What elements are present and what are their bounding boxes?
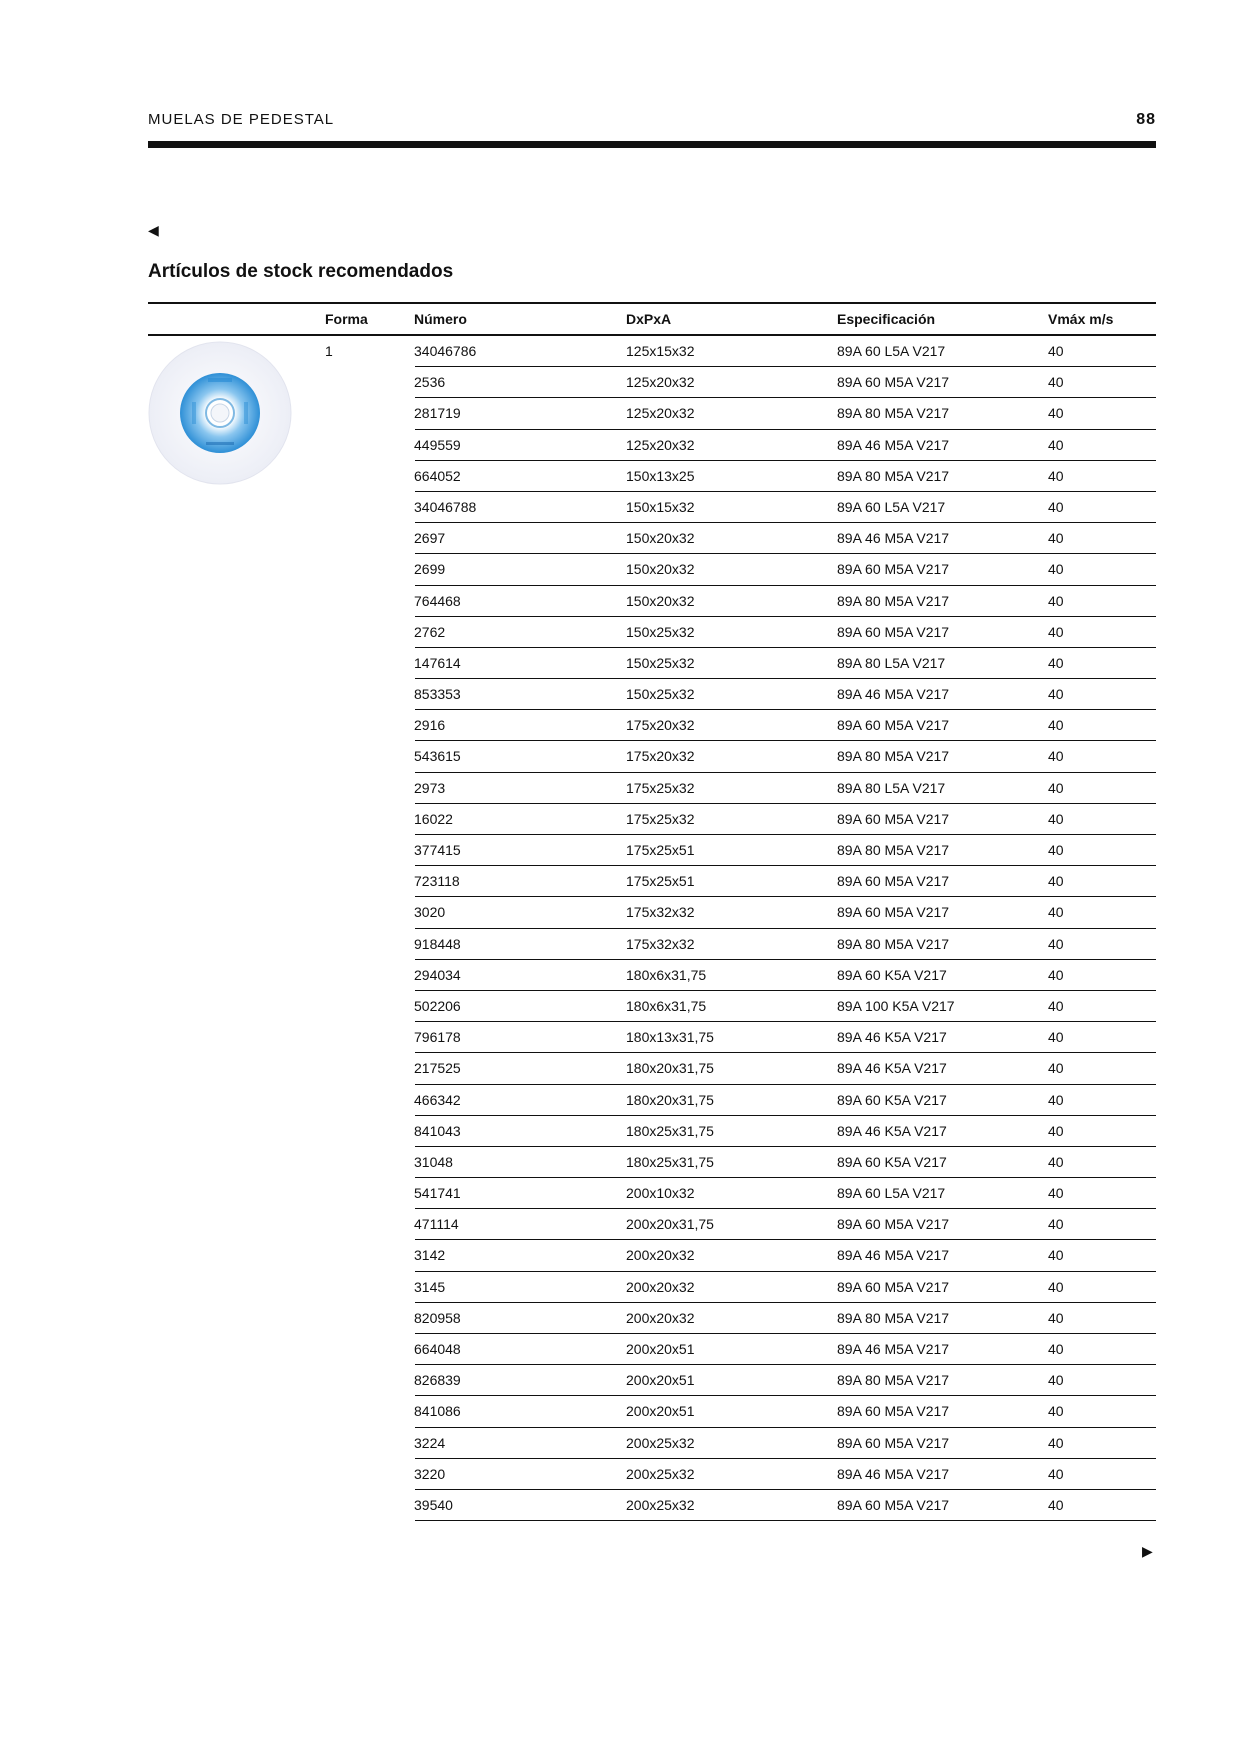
cell-vmax: 40 [1048, 779, 1064, 796]
cell-vmax: 40 [1048, 1060, 1064, 1077]
cell-vmax: 40 [1048, 1029, 1064, 1046]
cell-dxpxa: 150x20x32 [626, 561, 695, 578]
table-row [148, 929, 1156, 960]
cell-dxpxa: 200x20x31,75 [626, 1216, 714, 1233]
cell-numero: 841086 [414, 1403, 461, 1420]
cell-vmax: 40 [1048, 1403, 1064, 1420]
cell-numero: 34046788 [414, 498, 477, 515]
cell-vmax: 40 [1048, 842, 1064, 858]
cell-dxpxa: 200x20x51 [626, 1372, 695, 1389]
table-row [148, 960, 1156, 991]
prev-page-arrow-icon[interactable]: ◀ [148, 222, 159, 238]
table-row [148, 679, 1156, 710]
cell-vmax: 40 [1048, 1185, 1064, 1202]
cell-numero: 34046786 [414, 343, 477, 359]
cell-dxpxa: 200x20x32 [626, 1309, 695, 1326]
cell-vmax: 40 [1048, 1434, 1064, 1451]
column-header-forma: Forma [325, 311, 368, 327]
table-row [148, 492, 1156, 523]
cell-especificacion: 89A 60 K5A V217 [837, 1091, 947, 1108]
cell-vmax: 40 [1048, 1091, 1064, 1108]
column-header-dxpxa: DxPxA [626, 311, 672, 327]
table-row [148, 430, 1156, 461]
cell-numero: 664048 [414, 1341, 461, 1357]
table-row [148, 1490, 1156, 1521]
cell-especificacion: 89A 60 M5A V217 [837, 810, 950, 827]
cell-numero: 2916 [414, 717, 446, 734]
cell-vmax: 40 [1048, 1153, 1064, 1170]
table-row [148, 897, 1156, 928]
cell-vmax: 40 [1048, 436, 1064, 453]
cell-numero: 449559 [414, 436, 461, 453]
cell-dxpxa: 200x20x51 [626, 1341, 695, 1357]
cell-dxpxa: 150x25x32 [626, 686, 695, 703]
cell-dxpxa: 175x25x32 [626, 779, 695, 796]
cell-especificacion: 89A 46 M5A V217 [837, 1341, 950, 1357]
header-title: MUELAS DE PEDESTAL [148, 111, 335, 128]
cell-especificacion: 89A 60 M5A V217 [837, 904, 950, 921]
column-header-vmax: Vmáx m/s [1048, 311, 1114, 327]
table-row [148, 1303, 1156, 1334]
cell-vmax: 40 [1048, 1309, 1064, 1326]
cell-especificacion: 89A 80 L5A V217 [837, 654, 946, 671]
table-row [148, 1240, 1156, 1271]
cell-especificacion: 89A 60 M5A V217 [837, 561, 950, 578]
cell-especificacion: 89A 80 M5A V217 [837, 842, 950, 858]
cell-vmax: 40 [1048, 343, 1064, 359]
next-page-arrow-icon[interactable]: ▶ [1142, 1543, 1153, 1559]
cell-dxpxa: 200x20x32 [626, 1278, 695, 1295]
cell-numero: 3224 [414, 1434, 446, 1451]
cell-vmax: 40 [1048, 561, 1064, 578]
cell-vmax: 40 [1048, 997, 1064, 1014]
cell-especificacion: 89A 46 M5A V217 [837, 1247, 950, 1264]
cell-especificacion: 89A 80 M5A V217 [837, 467, 950, 484]
cell-dxpxa: 175x25x51 [626, 842, 695, 858]
cell-especificacion: 89A 60 L5A V217 [837, 343, 946, 359]
cell-vmax: 40 [1048, 873, 1064, 890]
cell-vmax: 40 [1048, 1341, 1064, 1357]
cell-numero: 377415 [414, 842, 461, 858]
cell-dxpxa: 180x25x31,75 [626, 1153, 714, 1170]
table-row [148, 367, 1156, 398]
cell-dxpxa: 180x6x31,75 [626, 966, 707, 983]
cell-especificacion: 89A 60 L5A V217 [837, 498, 946, 515]
cell-numero: 294034 [414, 966, 461, 983]
cell-vmax: 40 [1048, 1278, 1064, 1295]
table-row [148, 773, 1156, 804]
cell-vmax: 40 [1048, 686, 1064, 703]
cell-numero: 3020 [414, 904, 446, 921]
cell-dxpxa: 180x6x31,75 [626, 997, 707, 1014]
table-row [148, 336, 1156, 367]
table-row [148, 1272, 1156, 1303]
column-header-especificacion: Especificación [837, 311, 936, 327]
cell-dxpxa: 180x20x31,75 [626, 1060, 714, 1077]
cell-dxpxa: 150x25x32 [626, 654, 695, 671]
cell-especificacion: 89A 46 K5A V217 [837, 1029, 947, 1046]
cell-dxpxa: 125x20x32 [626, 374, 695, 391]
cell-especificacion: 89A 100 K5A V217 [837, 997, 955, 1014]
cell-vmax: 40 [1048, 654, 1064, 671]
cell-especificacion: 89A 60 M5A V217 [837, 374, 950, 391]
cell-vmax: 40 [1048, 904, 1064, 921]
cell-especificacion: 89A 60 M5A V217 [837, 1278, 950, 1295]
table-row [148, 835, 1156, 866]
table-row [148, 648, 1156, 679]
cell-vmax: 40 [1048, 530, 1064, 547]
cell-especificacion: 89A 46 M5A V217 [837, 1465, 950, 1482]
cell-especificacion: 89A 60 M5A V217 [837, 1434, 950, 1451]
table-row [148, 1334, 1156, 1365]
table-row [148, 1459, 1156, 1490]
cell-numero: 39540 [414, 1496, 453, 1513]
cell-numero: 820958 [414, 1309, 461, 1326]
cell-especificacion: 89A 80 M5A V217 [837, 405, 950, 422]
table-row [148, 866, 1156, 897]
table-row [148, 1147, 1156, 1178]
cell-vmax: 40 [1048, 405, 1064, 422]
cell-especificacion: 89A 60 M5A V217 [837, 717, 950, 734]
cell-dxpxa: 150x13x25 [626, 467, 695, 484]
cell-dxpxa: 175x32x32 [626, 935, 695, 952]
cell-dxpxa: 180x13x31,75 [626, 1029, 714, 1046]
table-row [148, 804, 1156, 835]
cell-vmax: 40 [1048, 1122, 1064, 1139]
cell-numero: 2973 [414, 779, 446, 796]
cell-numero: 31048 [414, 1153, 453, 1170]
cell-vmax: 40 [1048, 748, 1064, 765]
cell-especificacion: 89A 60 K5A V217 [837, 966, 947, 983]
cell-especificacion: 89A 60 K5A V217 [837, 1153, 947, 1170]
table-row [148, 991, 1156, 1022]
cell-especificacion: 89A 60 M5A V217 [837, 623, 950, 640]
row-rule [415, 1520, 1156, 1521]
table-row [148, 1209, 1156, 1240]
cell-especificacion: 89A 60 M5A V217 [837, 1216, 950, 1233]
cell-numero: 2699 [414, 561, 446, 578]
cell-dxpxa: 175x25x32 [626, 810, 695, 827]
cell-dxpxa: 175x25x51 [626, 873, 695, 890]
cell-numero: 16022 [414, 810, 453, 827]
table-row [148, 586, 1156, 617]
cell-forma: 1 [325, 343, 333, 359]
cell-vmax: 40 [1048, 810, 1064, 827]
cell-numero: 796178 [414, 1029, 461, 1046]
cell-especificacion: 89A 60 L5A V217 [837, 1185, 946, 1202]
cell-dxpxa: 150x20x32 [626, 530, 695, 547]
cell-numero: 543615 [414, 748, 461, 765]
cell-numero: 281719 [414, 405, 461, 422]
cell-dxpxa: 150x25x32 [626, 623, 695, 640]
cell-dxpxa: 200x10x32 [626, 1185, 695, 1202]
table-row [148, 710, 1156, 741]
cell-numero: 3220 [414, 1465, 446, 1482]
cell-vmax: 40 [1048, 1496, 1064, 1513]
cell-numero: 2697 [414, 530, 446, 547]
cell-dxpxa: 200x25x32 [626, 1496, 695, 1513]
cell-numero: 541741 [414, 1185, 461, 1202]
table-row [148, 741, 1156, 772]
cell-numero: 853353 [414, 686, 461, 703]
cell-especificacion: 89A 60 M5A V217 [837, 1403, 950, 1420]
cell-especificacion: 89A 60 M5A V217 [837, 873, 950, 890]
cell-especificacion: 89A 80 M5A V217 [837, 1309, 950, 1326]
cell-vmax: 40 [1048, 1372, 1064, 1389]
cell-numero: 2762 [414, 623, 446, 640]
section-title: Artículos de stock recomendados [148, 261, 454, 282]
cell-especificacion: 89A 46 M5A V217 [837, 530, 950, 547]
cell-numero: 826839 [414, 1372, 461, 1389]
cell-dxpxa: 200x25x32 [626, 1465, 695, 1482]
cell-vmax: 40 [1048, 374, 1064, 391]
cell-dxpxa: 200x20x51 [626, 1403, 695, 1420]
table-row [148, 1428, 1156, 1459]
cell-vmax: 40 [1048, 498, 1064, 515]
cell-dxpxa: 180x20x31,75 [626, 1091, 714, 1108]
cell-especificacion: 89A 46 K5A V217 [837, 1060, 947, 1077]
table-header [148, 304, 1156, 334]
cell-especificacion: 89A 80 M5A V217 [837, 1372, 950, 1389]
cell-vmax: 40 [1048, 935, 1064, 952]
cell-dxpxa: 125x15x32 [626, 343, 695, 359]
cell-especificacion: 89A 80 M5A V217 [837, 935, 950, 952]
cell-dxpxa: 180x25x31,75 [626, 1122, 714, 1139]
table-row [148, 554, 1156, 585]
cell-dxpxa: 175x20x32 [626, 717, 695, 734]
cell-vmax: 40 [1048, 1465, 1064, 1482]
cell-especificacion: 89A 46 M5A V217 [837, 436, 950, 453]
cell-dxpxa: 150x15x32 [626, 498, 695, 515]
cell-vmax: 40 [1048, 966, 1064, 983]
cell-vmax: 40 [1048, 717, 1064, 734]
cell-dxpxa: 200x25x32 [626, 1434, 695, 1451]
table-row [148, 1053, 1156, 1084]
cell-numero: 918448 [414, 935, 461, 952]
cell-vmax: 40 [1048, 467, 1064, 484]
cell-numero: 764468 [414, 592, 461, 609]
table-row [148, 523, 1156, 554]
page-header [148, 111, 1156, 131]
table-row [148, 398, 1156, 429]
table-row [148, 617, 1156, 648]
cell-especificacion: 89A 80 M5A V217 [837, 592, 950, 609]
cell-dxpxa: 150x20x32 [626, 592, 695, 609]
cell-vmax: 40 [1048, 623, 1064, 640]
cell-dxpxa: 125x20x32 [626, 405, 695, 422]
cell-especificacion: 89A 80 L5A V217 [837, 779, 946, 796]
cell-numero: 147614 [414, 654, 461, 671]
cell-dxpxa: 125x20x32 [626, 436, 695, 453]
cell-numero: 502206 [414, 997, 461, 1014]
page-number: 88 [1136, 111, 1156, 128]
cell-vmax: 40 [1048, 1216, 1064, 1233]
table-row [148, 1022, 1156, 1053]
column-header-numero: Número [414, 311, 467, 327]
cell-especificacion: 89A 60 M5A V217 [837, 1496, 950, 1513]
table-row [148, 1365, 1156, 1396]
cell-dxpxa: 175x20x32 [626, 748, 695, 765]
cell-vmax: 40 [1048, 1247, 1064, 1264]
cell-vmax: 40 [1048, 592, 1064, 609]
cell-especificacion: 89A 46 K5A V217 [837, 1122, 947, 1139]
table-row [148, 1178, 1156, 1209]
cell-numero: 3142 [414, 1247, 446, 1264]
table-row [148, 461, 1156, 492]
header-rule [148, 141, 1156, 148]
table-row [148, 1085, 1156, 1116]
cell-numero: 217525 [414, 1060, 461, 1077]
cell-especificacion: 89A 46 M5A V217 [837, 686, 950, 703]
cell-numero: 723118 [414, 873, 460, 890]
cell-numero: 2536 [414, 374, 446, 391]
cell-dxpxa: 175x32x32 [626, 904, 695, 921]
cell-numero: 471114 [414, 1216, 459, 1233]
table-row [148, 1116, 1156, 1147]
cell-especificacion: 89A 80 M5A V217 [837, 748, 950, 765]
cell-numero: 466342 [414, 1091, 461, 1108]
cell-dxpxa: 200x20x32 [626, 1247, 695, 1264]
cell-numero: 841043 [414, 1122, 461, 1139]
table-row [148, 1396, 1156, 1427]
cell-numero: 664052 [414, 467, 461, 484]
cell-numero: 3145 [414, 1278, 446, 1295]
table-body [148, 336, 1156, 1521]
